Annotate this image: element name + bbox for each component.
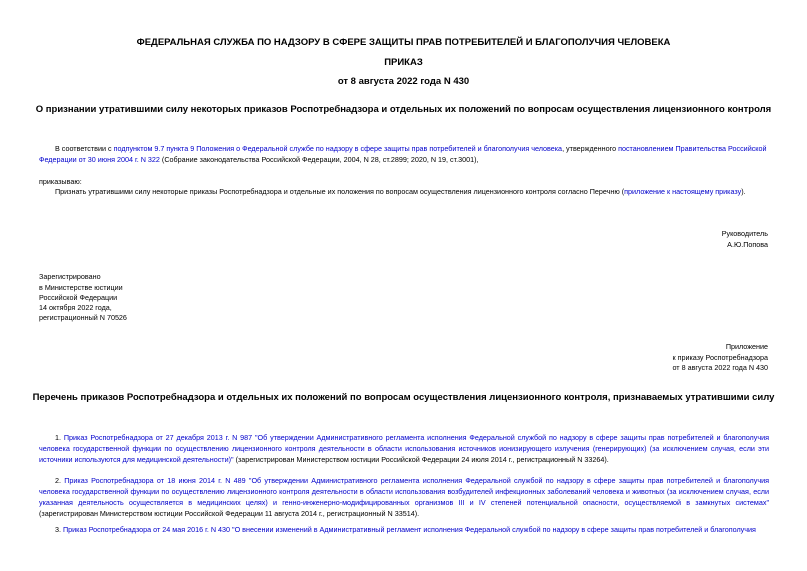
doc-number-heading: от 8 августа 2022 года N 430 <box>337 76 470 87</box>
organization-heading: ФЕДЕРАЛЬНАЯ СЛУЖБА ПО НАДЗОРУ В СФЕРЕ ЗАЩИТЫ ПРАВ ПОТРЕБИТЕЛЕЙ И БЛАГОПОЛУЧИЯ ЧЕЛОВЕКА <box>136 37 671 48</box>
appendix-line: от 8 августа 2022 года N 430 <box>672 363 768 372</box>
item-rest: (зарегистрирован Министерством юстиции Российской Федерации 24 июля 2014 г., регистрационный N 33264). <box>235 455 609 464</box>
decree-paragraph <box>55 186 775 197</box>
preamble-text-2: , утвержденного <box>562 144 617 153</box>
decree-text-2: ). <box>741 187 746 196</box>
decree-word: приказываю: <box>39 177 82 186</box>
item-link[interactable]: Приказ Роспотребнадзора от 27 декабря 2013 г. N 987 "Об утверждении Административного регламента исполнения Федеральной службой по надзору в сфере защиты прав потребителей и благополучия человека государственной функции по осуществлению лицензионного контроля деятельности в области использования источников ионизирующего излучения (генерирующих) (за исключением случая, если эти источники используются для медицинской деятельности)" <box>39 433 769 464</box>
registration-line: 14 октября 2022 года, <box>39 303 112 312</box>
doc-type-heading: ПРИКАЗ <box>384 57 423 68</box>
list-title: Перечень приказов Роспотребнадзора и отдельных их положений по вопросам осуществления лицензионного контроля, признаваемых утратившими силу <box>32 392 775 403</box>
list-item <box>39 475 769 519</box>
item-link[interactable]: Приказ Роспотребнадзора от 18 июня 2014 г. N 489 "Об утверждении Административного регламента исполнения Федеральной службой по надзору в сфере защиты прав потребителей и благополучия человека государственной функции по осуществлению лицензионного контроля деятельности в области использования возбудителей инфекционных заболеваний человека и животных (за исключением случая, если указанная деятельность осуществляется в медицинских целях) и генно-инженерно-модифицированных организмов III и IV степеней потенциальной опасности, осуществляемой в замкнутых системах" <box>39 476 770 507</box>
item-number: 3. <box>55 525 61 534</box>
preamble-text-1: В соответствии с <box>55 144 112 153</box>
item-number: 1. <box>55 433 61 442</box>
appendix-link[interactable]: приложение к настоящему приказу <box>624 187 742 196</box>
registration-line: регистрационный N 70526 <box>39 313 127 322</box>
preamble-paragraph <box>39 143 769 165</box>
item-rest: (зарегистрирован Министерством юстиции Российской Федерации 11 августа 2014 г., регистрационный N 33514). <box>39 509 420 518</box>
signature-name: А.Ю.Попова <box>727 240 768 249</box>
doc-title: О признании утратившими силу некоторых приказов Роспотребнадзора и отдельных их положений по вопросам осуществления лицензионного контроля <box>35 104 772 115</box>
signature-role: Руководитель <box>721 229 768 238</box>
registration-line: в Министерстве юстиции <box>39 283 123 292</box>
item-link[interactable]: Приказ Роспотребнадзора от 24 мая 2016 г. N 430 "О внесении изменений в Административный регламент исполнения Федеральной службой по надзору в сфере защиты прав потребителей и благополучия <box>63 525 756 534</box>
list-item <box>39 432 769 465</box>
appendix-line: к приказу Роспотребнадзора <box>672 353 768 362</box>
item-number: 2. <box>55 476 61 485</box>
registration-line: Зарегистрировано <box>39 272 101 281</box>
regulation-link[interactable]: подпунктом 9.7 пункта 9 Положения о Федеральной службе по надзору в сфере защиты прав потребителей и благополучия человека <box>113 144 563 153</box>
list-item <box>39 524 769 535</box>
appendix-line: Приложение <box>725 342 768 351</box>
decree-text-1: Признать утратившими силу некоторые приказы Роспотребнадзора и отдельные их положения по вопросам осуществления лицензионного контроля согласно Перечню ( <box>55 187 625 196</box>
registration-line: Российской Федерации <box>39 293 118 302</box>
preamble-text-3: (Собрание законодательства Российской Федерации, 2004, N 28, ст.2899; 2020, N 19, ст.3001), <box>161 155 479 164</box>
government-decree-link[interactable]: постановлением Правительства Российской Федерации от 30 июня 2004 г. N 322 <box>39 144 767 164</box>
